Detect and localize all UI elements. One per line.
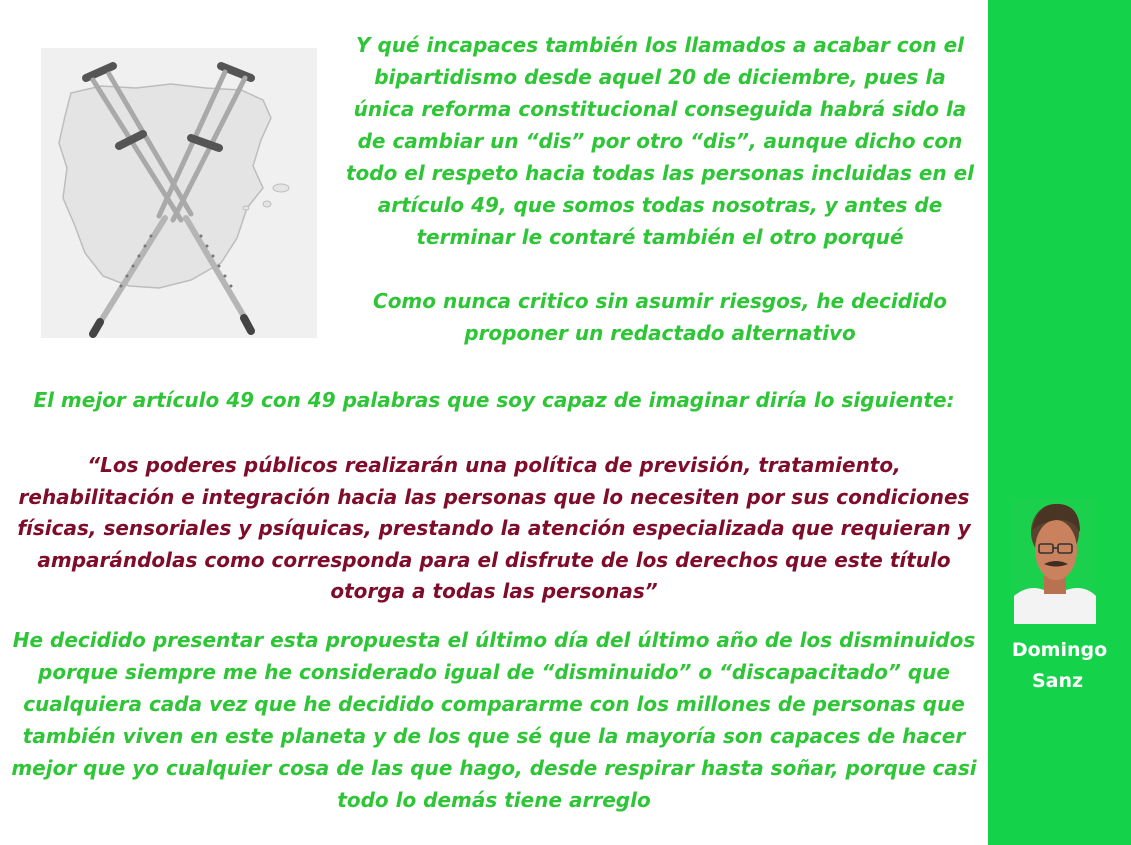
crutches-over-map-icon <box>41 48 317 338</box>
author-first-name: Domingo <box>1011 639 1108 661</box>
author-avatar <box>1014 498 1096 624</box>
proposal-paragraph: Como nunca critico sin asumir riesgos, he decidido proponer un redactado alternativo <box>373 289 947 345</box>
article-49-intro: El mejor artículo 49 con 49 palabras que soy capaz de imaginar diría lo siguiente: <box>33 388 955 412</box>
closing-paragraph: He decidido presentar esta propuesta el último día del último año de los disminuidos porque siempre me he considerado igual de “disminuido” o “discapacitado” que cualquiera cada vez que he decidido compararme con los millones de personas que también viven en este planeta y de los que sé que la mayoría son capaces de hacer mejor que yo cualquier cosa de las que hago, desde respirar hasta soñar, porque casi todo lo demás tiene arreglo <box>11 628 977 812</box>
article-49-quote: “Los poderes públicos realizarán una política de previsión, tratamiento, rehabilitación e integración hacia las personas que lo necesiten por sus condiciones físicas, sensoriales y psíquicas, prestando la atención especializada que requieran y amparándolas como corresponda para el disfrute de los derechos que este título otorga a todas las personas” <box>17 453 971 603</box>
author-sidebar <box>988 0 1131 845</box>
author-name <box>988 635 1131 697</box>
author-last-name: Sanz <box>1032 670 1084 692</box>
intro-paragraph: Y qué incapaces también los llamados a acabar con el bipartidismo desde aquel 20 de diciembre, pues la única reforma constitucional conseguida habrá sido la de cambiar un “dis” por otro “dis”, aunque dicho con todo el respeto hacia todas las personas incluidas en el artículo 49, que somos todas nosotras, y antes de terminar le contaré también el otro porqué <box>345 33 975 249</box>
